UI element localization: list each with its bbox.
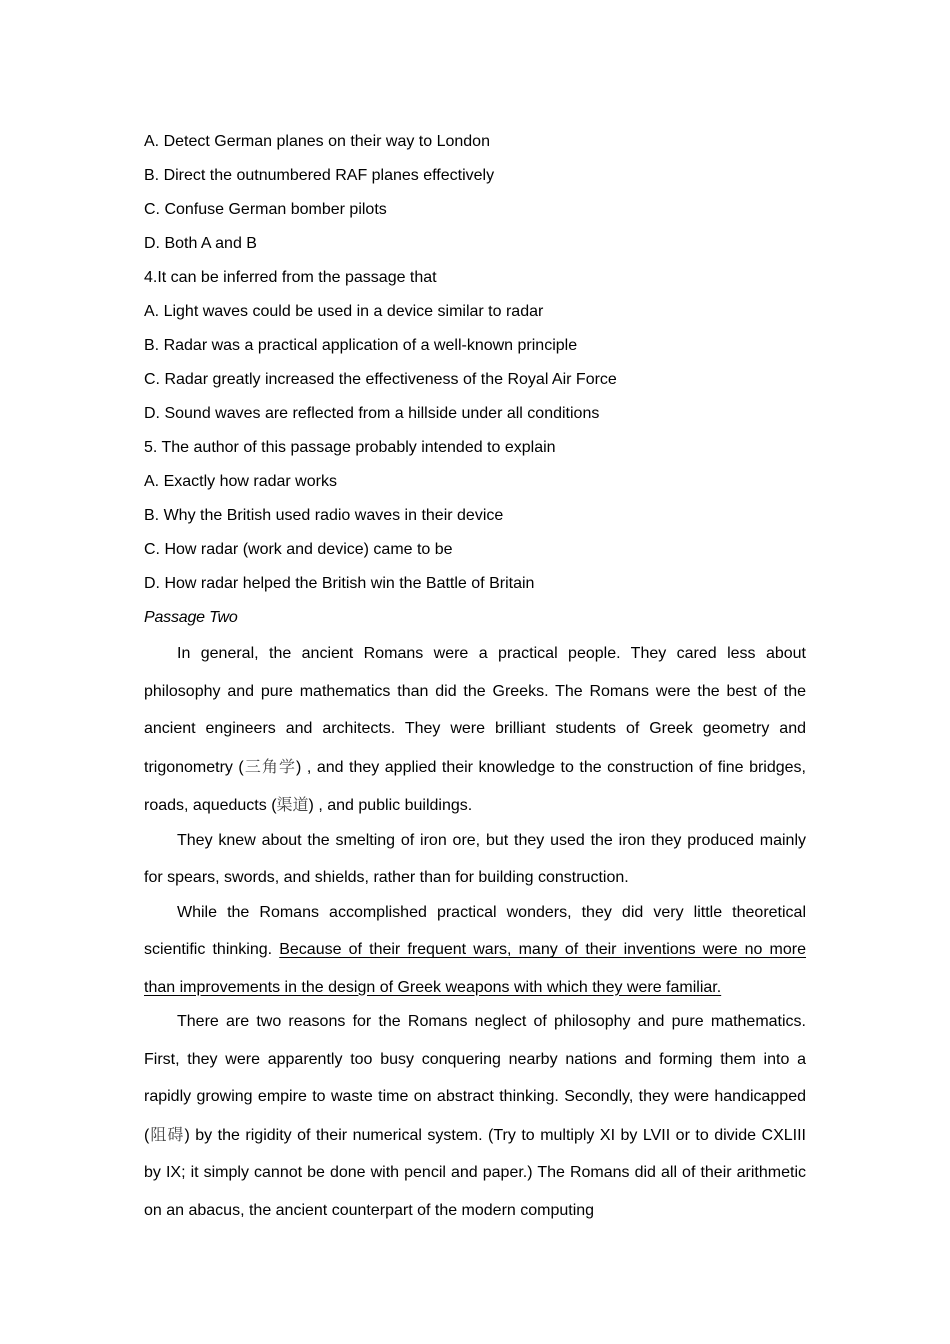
question-3-options	[144, 125, 806, 261]
p1-cjk-aqueducts: 渠道	[276, 795, 309, 814]
p3-underlined-sentence: Because of their frequent wars, many of their inventions were no more than improvements in the design of Greek weapons with which they were familiar.	[144, 941, 807, 996]
option-4d: D. Sound waves are reflected from a hillside under all conditions	[144, 405, 600, 422]
question-4-stem: 4.It can be inferred from the passage that	[144, 269, 437, 286]
passage-two-paragraph-4	[144, 1003, 806, 1229]
option-3b: B. Direct the outnumbered RAF planes effectively	[144, 167, 495, 184]
question-5	[144, 431, 806, 601]
option-3a: A. Detect German planes on their way to London	[144, 133, 490, 150]
p4-text-a: There are two reasons for the Romans neglect of philosophy and pure mathematics. First, they were apparently too busy conquering nearby nations and forming them into a rapidly growing empire to waste time on abstract thinking. Secondly, they were handicapped (	[144, 1013, 806, 1144]
p3-text-a: While the Romans accomplished practical wonders, they did very little theoretical scientific thinking.	[144, 903, 806, 958]
p4-cjk-handicapped: 阻碍	[149, 1124, 185, 1144]
passage-two-paragraph-1	[144, 635, 806, 825]
option-5c: C. How radar (work and device) came to be	[144, 541, 453, 558]
option-4c: C. Radar greatly increased the effectiveness of the Royal Air Force	[144, 371, 617, 388]
p1-text-b: ) , and they applied their knowledge to the construction of fine bridges, roads, aqueducts (	[144, 758, 806, 814]
passage-two-heading: Passage Two	[144, 609, 238, 626]
p1-text-a: In general, the ancient Romans were a practical people. They cared less about philosophy and pure mathematics than did the Greeks. The Romans were the best of the ancient engineers and architects. They were brilliant students of Greek geometry and trigonometry (	[144, 645, 806, 776]
passage-two-paragraph-2: They knew about the smelting of iron ore, but they used the iron they produced mainly for spears, swords, and shields, rather than for building construction.	[144, 831, 806, 886]
option-5a: A. Exactly how radar works	[144, 473, 337, 490]
p4-text-b: ) by the rigidity of their numerical system. (Try to multiply XI by LVII or to divide CXLIII by IX; it simply cannot be done with pencil and paper.) The Romans did all of their arithmetic on an abacus, the ancient counterpart of the modern computing	[144, 1126, 806, 1219]
option-5b: B. Why the British used radio waves in their device	[144, 507, 504, 524]
question-5-stem: 5. The author of this passage probably intended to explain	[144, 439, 556, 456]
question-4	[144, 261, 806, 431]
option-3c: C. Confuse German bomber pilots	[144, 201, 387, 218]
option-4a: A. Light waves could be used in a device similar to radar	[144, 303, 544, 320]
document-page	[144, 125, 806, 1229]
option-3d: D. Both A and B	[144, 235, 257, 252]
option-5d: D. How radar helped the British win the Battle of Britain	[144, 575, 535, 592]
p1-cjk-trigonometry: 三角学	[243, 756, 297, 776]
option-4b: B. Radar was a practical application of a well-known principle	[144, 337, 578, 354]
p1-text-c: ) , and public buildings.	[308, 797, 473, 814]
passage-two-paragraph-3	[144, 894, 806, 1007]
